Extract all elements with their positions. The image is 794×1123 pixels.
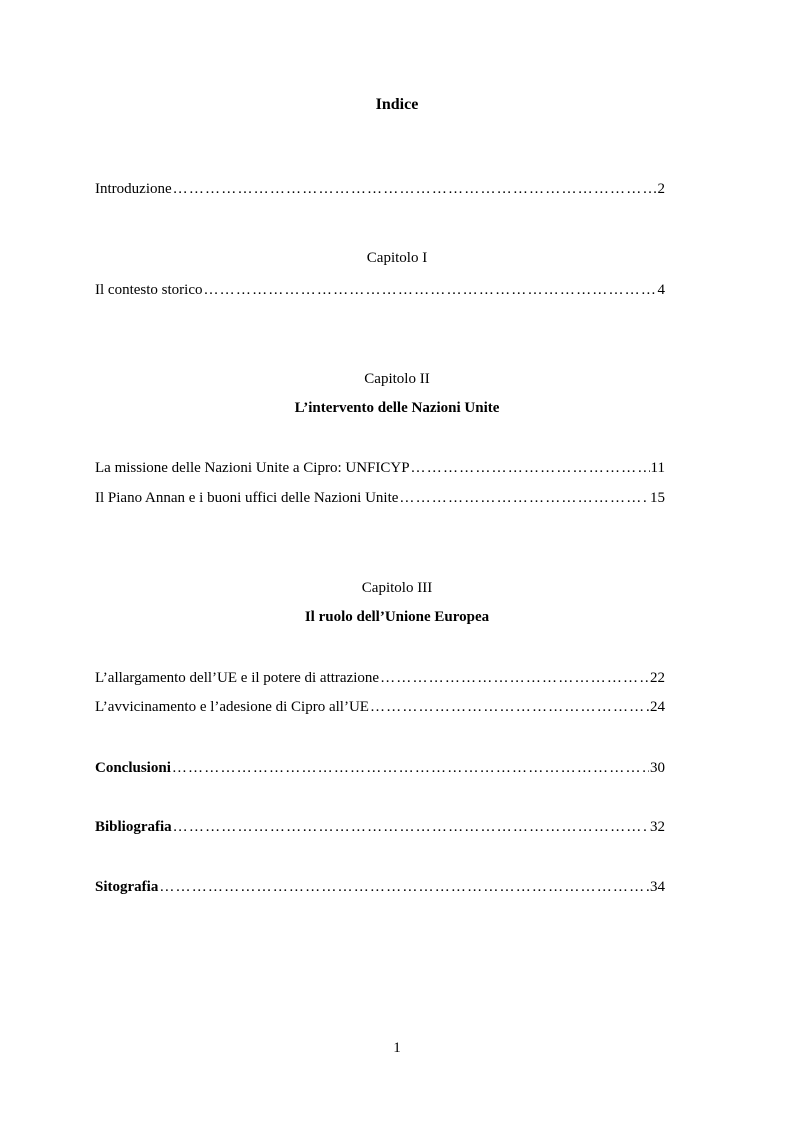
chapter-1-label: Capitolo I bbox=[366, 250, 428, 266]
toc-entry-page: 22 bbox=[650, 670, 665, 686]
toc-leader-dots bbox=[203, 281, 656, 299]
toc-entry-allargamento-ue[interactable] bbox=[95, 669, 665, 687]
toc-entry-introduzione[interactable] bbox=[95, 180, 665, 198]
toc-entry-sitografia[interactable] bbox=[95, 878, 665, 896]
toc-entry-label: L’avvicinamento e l’adesione di Cipro all’UE bbox=[95, 699, 369, 715]
toc-entry-unficyp[interactable] bbox=[95, 459, 665, 477]
toc-entry-piano-annan[interactable] bbox=[95, 489, 665, 507]
toc-entry-contesto-storico[interactable] bbox=[95, 281, 665, 299]
toc-entry-label: La missione delle Nazioni Unite a Cipro: UNFICYP bbox=[95, 460, 410, 476]
toc-entry-page: 15 bbox=[650, 490, 665, 506]
toc-entry-conclusioni[interactable] bbox=[95, 759, 665, 777]
toc-entry-page: 30 bbox=[650, 760, 665, 776]
toc-leader-dots bbox=[173, 818, 649, 836]
toc-leader-dots bbox=[399, 489, 649, 507]
toc-entry-label: Sitografia bbox=[95, 879, 159, 895]
toc-leader-dots bbox=[173, 180, 657, 198]
chapter-2-title: L’intervento delle Nazioni Unite bbox=[294, 400, 500, 416]
toc-entry-label: Bibliografia bbox=[95, 819, 172, 835]
toc-leader-dots bbox=[159, 878, 649, 896]
toc-entry-page: 2 bbox=[657, 181, 665, 197]
toc-entry-page: 11 bbox=[650, 460, 665, 476]
toc-leader-dots bbox=[411, 459, 650, 477]
toc-entry-label: Introduzione bbox=[95, 181, 172, 197]
toc-entry-page: 34 bbox=[650, 879, 665, 895]
toc-leader-dots bbox=[370, 698, 649, 716]
page-number: 1 bbox=[393, 1040, 401, 1056]
toc-entry-label: Conclusioni bbox=[95, 760, 171, 776]
toc-entry-label: Il contesto storico bbox=[95, 282, 203, 298]
toc-entry-label: L’allargamento dell’UE e il potere di attrazione bbox=[95, 670, 380, 686]
toc-entry-page: 24 bbox=[650, 699, 665, 715]
toc-leader-dots bbox=[380, 669, 649, 687]
toc-entry-bibliografia[interactable] bbox=[95, 818, 665, 836]
toc-entry-page: 4 bbox=[657, 282, 665, 298]
page-title: Indice bbox=[375, 96, 419, 113]
chapter-3-label: Capitolo III bbox=[361, 580, 433, 596]
toc-leader-dots bbox=[172, 759, 649, 777]
chapter-3-title: Il ruolo dell’Unione Europea bbox=[304, 609, 490, 625]
toc-entry-page: 32 bbox=[650, 819, 665, 835]
chapter-2-label: Capitolo II bbox=[364, 371, 430, 387]
toc-entry-label: Il Piano Annan e i buoni uffici delle Nazioni Unite bbox=[95, 490, 399, 506]
toc-entry-adesione-cipro[interactable] bbox=[95, 698, 665, 716]
